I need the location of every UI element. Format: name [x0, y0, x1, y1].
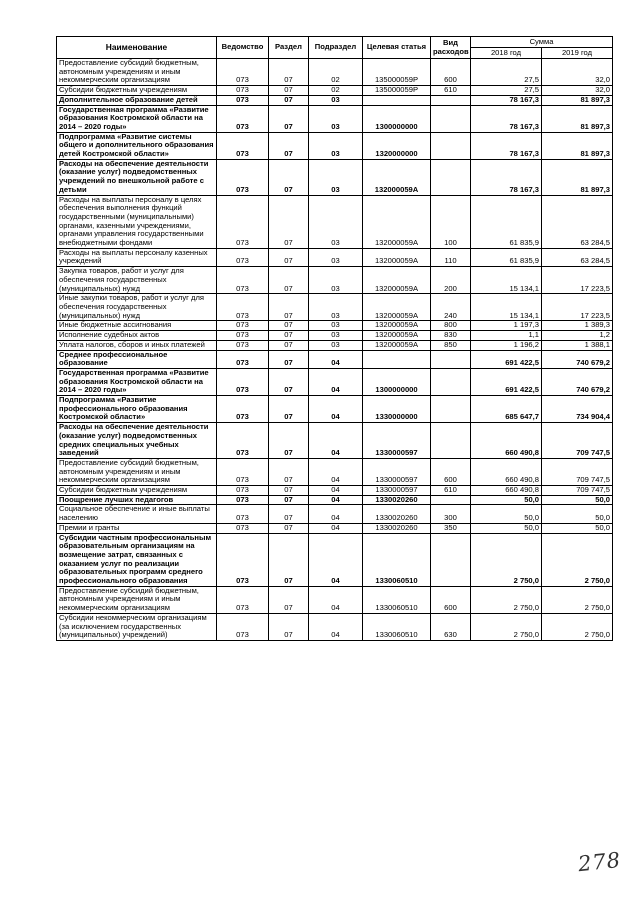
cell-expense-type: 610 [431, 86, 471, 96]
cell-sum-2018: 61 835,9 [471, 248, 542, 266]
cell-target-article: 1330020260 [363, 505, 431, 523]
table-row [57, 423, 613, 459]
header-podrazdel: Подраздел [309, 37, 363, 59]
cell-vedomstvo: 073 [217, 195, 269, 248]
cell-expense-type: 630 [431, 613, 471, 640]
cell-expense-type [431, 159, 471, 195]
cell-podrazdel: 04 [309, 533, 363, 586]
cell-podrazdel: 02 [309, 59, 363, 86]
header-year-2018: 2018 год [471, 48, 542, 59]
cell-podrazdel: 03 [309, 159, 363, 195]
cell-name: Иные закупки товаров, работ и услуг для обеспечения государственных (муниципальных) нужд [57, 294, 217, 321]
cell-expense-type: 350 [431, 523, 471, 533]
cell-name: Уплата налогов, сборов и иных платежей [57, 340, 217, 350]
cell-podrazdel: 04 [309, 423, 363, 459]
cell-razdel: 07 [269, 458, 309, 485]
cell-sum-2018: 50,0 [471, 505, 542, 523]
cell-razdel: 07 [269, 495, 309, 505]
cell-sum-2018: 27,5 [471, 59, 542, 86]
cell-target-article: 132000059А [363, 331, 431, 341]
cell-expense-type: 830 [431, 331, 471, 341]
cell-expense-type: 600 [431, 586, 471, 613]
cell-expense-type [431, 350, 471, 368]
table-row [57, 486, 613, 496]
cell-sum-2019: 709 747,5 [542, 423, 613, 459]
cell-podrazdel: 03 [309, 95, 363, 105]
cell-name: Закупка товаров, работ и услуг для обеспечения государственных (муниципальных) нужд [57, 267, 217, 294]
cell-vedomstvo: 073 [217, 423, 269, 459]
cell-podrazdel: 04 [309, 396, 363, 423]
cell-expense-type: 100 [431, 195, 471, 248]
cell-razdel: 07 [269, 331, 309, 341]
table-row [57, 86, 613, 96]
cell-sum-2018: 78 167,3 [471, 132, 542, 159]
cell-razdel: 07 [269, 321, 309, 331]
cell-target-article: 1300000000 [363, 105, 431, 132]
cell-sum-2019: 50,0 [542, 505, 613, 523]
header-razdel: Раздел [269, 37, 309, 59]
cell-sum-2018: 685 647,7 [471, 396, 542, 423]
cell-name: Дополнительное образование детей [57, 95, 217, 105]
cell-target-article: 132000059А [363, 340, 431, 350]
cell-name: Предоставление субсидий бюджетным, автономным учреждениям и иным некоммерческим организациям [57, 458, 217, 485]
cell-sum-2019: 50,0 [542, 523, 613, 533]
cell-target-article: 1330020260 [363, 495, 431, 505]
cell-expense-type: 610 [431, 486, 471, 496]
cell-razdel: 07 [269, 267, 309, 294]
cell-expense-type [431, 105, 471, 132]
cell-podrazdel: 04 [309, 350, 363, 368]
table-row [57, 533, 613, 586]
cell-razdel: 07 [269, 86, 309, 96]
cell-sum-2018: 1,1 [471, 331, 542, 341]
cell-razdel: 07 [269, 586, 309, 613]
cell-sum-2018: 27,5 [471, 86, 542, 96]
header-name: Наименование [57, 37, 217, 59]
cell-name: Расходы на обеспечение деятельности (оказание услуг) подведомственных средних специальных учебных заведений [57, 423, 217, 459]
cell-name: Субсидии частным профессиональным образовательным организациям на возмещение затрат, связанных с оказанием услуг по реализации образовательных программ среднего профессионального образования [57, 533, 217, 586]
cell-expense-type [431, 132, 471, 159]
handwritten-page-number: 278 [576, 847, 623, 877]
cell-sum-2018: 691 422,5 [471, 350, 542, 368]
cell-name: Субсидии бюджетным учреждениям [57, 486, 217, 496]
cell-vedomstvo: 073 [217, 495, 269, 505]
cell-vedomstvo: 073 [217, 321, 269, 331]
cell-target-article: 132000059А [363, 248, 431, 266]
cell-podrazdel: 04 [309, 486, 363, 496]
cell-sum-2018: 50,0 [471, 495, 542, 505]
cell-razdel: 07 [269, 132, 309, 159]
cell-razdel: 07 [269, 159, 309, 195]
cell-expense-type: 300 [431, 505, 471, 523]
cell-sum-2018: 1 196,2 [471, 340, 542, 350]
cell-target-article: 132000059А [363, 267, 431, 294]
table-row [57, 159, 613, 195]
cell-podrazdel: 04 [309, 495, 363, 505]
header-target-article: Целевая статья [363, 37, 431, 59]
cell-vedomstvo: 073 [217, 350, 269, 368]
header-summa: Сумма [471, 37, 613, 48]
cell-target-article: 135000059Р [363, 86, 431, 96]
cell-razdel: 07 [269, 423, 309, 459]
cell-target-article: 1330000597 [363, 486, 431, 496]
cell-razdel: 07 [269, 613, 309, 640]
cell-vedomstvo: 073 [217, 59, 269, 86]
cell-sum-2019: 17 223,5 [542, 294, 613, 321]
cell-expense-type: 800 [431, 321, 471, 331]
cell-sum-2019: 2 750,0 [542, 533, 613, 586]
cell-sum-2019: 17 223,5 [542, 267, 613, 294]
table-row [57, 340, 613, 350]
cell-target-article: 1330020260 [363, 523, 431, 533]
cell-expense-type [431, 495, 471, 505]
cell-target-article: 1330000597 [363, 458, 431, 485]
cell-podrazdel: 03 [309, 267, 363, 294]
cell-name: Расходы на обеспечение деятельности (оказание услуг) подведомственных учреждений по внешкольной работе с детьми [57, 159, 217, 195]
cell-name: Предоставление субсидий бюджетным, автономным учреждениям и иным некоммерческим организациям [57, 586, 217, 613]
cell-sum-2018: 660 490,8 [471, 458, 542, 485]
cell-expense-type: 600 [431, 59, 471, 86]
cell-vedomstvo: 073 [217, 533, 269, 586]
table-row [57, 331, 613, 341]
table-row [57, 248, 613, 266]
cell-vedomstvo: 073 [217, 613, 269, 640]
cell-target-article: 1320000000 [363, 132, 431, 159]
cell-podrazdel: 02 [309, 86, 363, 96]
cell-sum-2018: 78 167,3 [471, 95, 542, 105]
header-year-2019: 2019 год [542, 48, 613, 59]
cell-sum-2018: 15 134,1 [471, 267, 542, 294]
cell-podrazdel: 04 [309, 368, 363, 395]
cell-vedomstvo: 073 [217, 396, 269, 423]
table-row [57, 368, 613, 395]
cell-podrazdel: 03 [309, 248, 363, 266]
cell-podrazdel: 04 [309, 523, 363, 533]
cell-expense-type [431, 368, 471, 395]
cell-razdel: 07 [269, 396, 309, 423]
cell-sum-2018: 50,0 [471, 523, 542, 533]
table-row [57, 586, 613, 613]
table-row [57, 396, 613, 423]
cell-vedomstvo: 073 [217, 105, 269, 132]
cell-target-article: 1300000000 [363, 368, 431, 395]
cell-name: Субсидии некоммерческим организациям (за исключением государственных (муниципальных) учреждений) [57, 613, 217, 640]
cell-name: Расходы на выплаты персоналу казенных учреждений [57, 248, 217, 266]
cell-expense-type: 850 [431, 340, 471, 350]
cell-sum-2018: 61 835,9 [471, 195, 542, 248]
cell-sum-2019: 32,0 [542, 59, 613, 86]
cell-expense-type: 600 [431, 458, 471, 485]
cell-razdel: 07 [269, 533, 309, 586]
cell-razdel: 07 [269, 95, 309, 105]
cell-sum-2019: 1 388,1 [542, 340, 613, 350]
cell-sum-2019: 709 747,5 [542, 458, 613, 485]
cell-razdel: 07 [269, 523, 309, 533]
cell-vedomstvo: 073 [217, 86, 269, 96]
cell-sum-2018: 2 750,0 [471, 613, 542, 640]
cell-podrazdel: 03 [309, 340, 363, 350]
cell-sum-2019: 1 389,3 [542, 321, 613, 331]
table-row [57, 294, 613, 321]
header-vedomstvo: Ведомство [217, 37, 269, 59]
cell-razdel: 07 [269, 340, 309, 350]
cell-target-article [363, 350, 431, 368]
cell-target-article: 1330060510 [363, 613, 431, 640]
cell-expense-type: 200 [431, 267, 471, 294]
cell-expense-type: 240 [431, 294, 471, 321]
cell-vedomstvo: 073 [217, 267, 269, 294]
cell-sum-2018: 2 750,0 [471, 533, 542, 586]
cell-sum-2019: 81 897,3 [542, 159, 613, 195]
cell-name: Расходы на выплаты персоналу в целях обеспечения выполнения функций государственными (муниципальными) органами, казенными учреждениями, органами управления государственными внебюджетными фондами [57, 195, 217, 248]
table-row [57, 105, 613, 132]
table-body [57, 59, 613, 641]
cell-vedomstvo: 073 [217, 95, 269, 105]
cell-vedomstvo: 073 [217, 331, 269, 341]
cell-name: Исполнение судебных актов [57, 331, 217, 341]
cell-sum-2018: 78 167,3 [471, 159, 542, 195]
cell-target-article: 1330000597 [363, 423, 431, 459]
cell-sum-2018: 15 134,1 [471, 294, 542, 321]
cell-target-article: 135000059Р [363, 59, 431, 86]
cell-sum-2019: 81 897,3 [542, 132, 613, 159]
cell-expense-type [431, 95, 471, 105]
cell-podrazdel: 04 [309, 586, 363, 613]
cell-razdel: 07 [269, 248, 309, 266]
cell-target-article: 1330060510 [363, 533, 431, 586]
cell-podrazdel: 03 [309, 331, 363, 341]
cell-podrazdel: 03 [309, 321, 363, 331]
cell-sum-2019: 81 897,3 [542, 105, 613, 132]
table-row [57, 267, 613, 294]
cell-razdel: 07 [269, 195, 309, 248]
cell-name: Подпрограмма «Развитие системы общего и дополнительного образования детей Костромской области» [57, 132, 217, 159]
cell-sum-2019: 2 750,0 [542, 586, 613, 613]
cell-sum-2019: 50,0 [542, 495, 613, 505]
cell-sum-2018: 660 490,8 [471, 486, 542, 496]
cell-razdel: 07 [269, 294, 309, 321]
cell-podrazdel: 03 [309, 105, 363, 132]
cell-razdel: 07 [269, 505, 309, 523]
cell-target-article: 132000059А [363, 159, 431, 195]
cell-podrazdel: 04 [309, 613, 363, 640]
cell-target-article [363, 95, 431, 105]
cell-vedomstvo: 073 [217, 294, 269, 321]
cell-vedomstvo: 073 [217, 159, 269, 195]
cell-name: Премии и гранты [57, 523, 217, 533]
cell-target-article: 1330060510 [363, 586, 431, 613]
table-row [57, 195, 613, 248]
cell-vedomstvo: 073 [217, 340, 269, 350]
cell-sum-2019: 740 679,2 [542, 368, 613, 395]
cell-razdel: 07 [269, 486, 309, 496]
cell-razdel: 07 [269, 105, 309, 132]
cell-expense-type [431, 423, 471, 459]
table-row [57, 523, 613, 533]
cell-expense-type [431, 396, 471, 423]
cell-vedomstvo: 073 [217, 505, 269, 523]
cell-expense-type: 110 [431, 248, 471, 266]
cell-name: Подпрограмма «Развитие профессионального образования Костромской области» [57, 396, 217, 423]
cell-sum-2019: 1,2 [542, 331, 613, 341]
cell-podrazdel: 04 [309, 458, 363, 485]
cell-sum-2019: 63 284,5 [542, 248, 613, 266]
cell-vedomstvo: 073 [217, 486, 269, 496]
cell-razdel: 07 [269, 368, 309, 395]
cell-podrazdel: 04 [309, 505, 363, 523]
cell-sum-2019: 734 904,4 [542, 396, 613, 423]
table-row [57, 505, 613, 523]
cell-sum-2019: 2 750,0 [542, 613, 613, 640]
cell-vedomstvo: 073 [217, 368, 269, 395]
budget-table [56, 36, 613, 641]
cell-sum-2018: 78 167,3 [471, 105, 542, 132]
cell-target-article: 132000059А [363, 294, 431, 321]
cell-sum-2018: 2 750,0 [471, 586, 542, 613]
table-row [57, 458, 613, 485]
cell-sum-2018: 691 422,5 [471, 368, 542, 395]
cell-vedomstvo: 073 [217, 248, 269, 266]
cell-sum-2018: 660 490,8 [471, 423, 542, 459]
cell-vedomstvo: 073 [217, 132, 269, 159]
cell-razdel: 07 [269, 350, 309, 368]
cell-target-article: 132000059А [363, 195, 431, 248]
cell-name: Государственная программа «Развитие образования Костромской области на 2014 – 2020 годы» [57, 105, 217, 132]
cell-name: Государственная программа «Развитие образования Костромской области на 2014 – 2020 годы» [57, 368, 217, 395]
cell-sum-2019: 740 679,2 [542, 350, 613, 368]
cell-vedomstvo: 073 [217, 458, 269, 485]
cell-sum-2019: 63 284,5 [542, 195, 613, 248]
cell-podrazdel: 03 [309, 132, 363, 159]
cell-name: Предоставление субсидий бюджетным, автономным учреждениям и иным некоммерческим организациям [57, 59, 217, 86]
cell-vedomstvo: 073 [217, 586, 269, 613]
table-row [57, 132, 613, 159]
table-header [57, 37, 613, 59]
table-row [57, 59, 613, 86]
cell-target-article: 1330000000 [363, 396, 431, 423]
cell-sum-2019: 81 897,3 [542, 95, 613, 105]
cell-vedomstvo: 073 [217, 523, 269, 533]
cell-podrazdel: 03 [309, 294, 363, 321]
cell-sum-2018: 1 197,3 [471, 321, 542, 331]
cell-podrazdel: 03 [309, 195, 363, 248]
cell-name: Иные бюджетные ассигнования [57, 321, 217, 331]
cell-name: Социальное обеспечение и иные выплаты населению [57, 505, 217, 523]
header-expense-type: Вид расходов [431, 37, 471, 59]
table-row [57, 613, 613, 640]
cell-name: Поощрение лучших педагогов [57, 495, 217, 505]
table-row [57, 95, 613, 105]
table-row [57, 350, 613, 368]
cell-target-article: 132000059А [363, 321, 431, 331]
cell-razdel: 07 [269, 59, 309, 86]
cell-sum-2019: 32,0 [542, 86, 613, 96]
cell-name: Среднее профессиональное образование [57, 350, 217, 368]
cell-expense-type [431, 533, 471, 586]
cell-name: Субсидии бюджетным учреждениям [57, 86, 217, 96]
cell-sum-2019: 709 747,5 [542, 486, 613, 496]
